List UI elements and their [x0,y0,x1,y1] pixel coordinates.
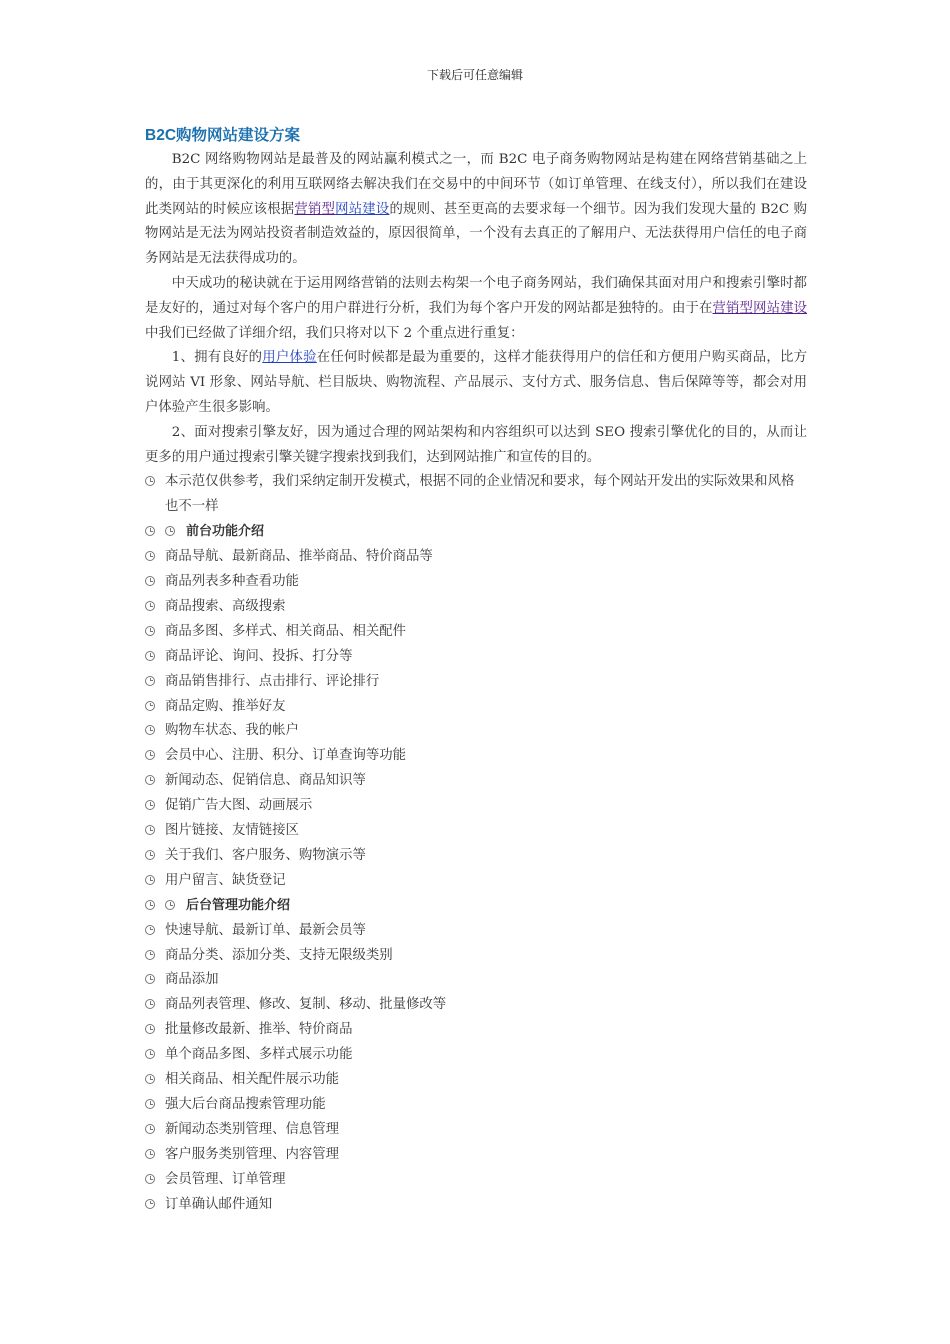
point-2-paragraph: 2、面对搜索引擎友好，因为通过合理的网站架构和内容组织可以达到 SEO 搜索引擎优化的目的，从而让更多的用户通过搜索引擎关键字搜索找到我们，达到网站推广和宣传的目的。 [145,424,807,465]
clock-icon [145,1074,155,1084]
frontend-heading [145,520,807,545]
list-item [145,1043,807,1068]
link-website-building-2[interactable]: 网站建设 [753,300,808,316]
list-item [145,844,807,869]
clock-icon [145,750,155,760]
clock-icon [145,900,155,910]
clock-icon [165,900,175,910]
p2-text-after: 中我们已经做了详细介绍，我们只将对以下 2 个重点进行重复： [145,325,524,341]
list-item [145,645,807,670]
list-item-text: 会员管理、订单管理 [165,1171,286,1187]
list-item-text: 商品列表多种查看功能 [165,573,299,589]
clock-icon [145,1124,155,1134]
clock-icon [145,1099,155,1109]
list-item [145,794,807,819]
list-item [145,570,807,595]
list-item [145,944,807,969]
note-text: 本示范仅供参考，我们采纳定制开发模式，根据不同的企业情况和要求，每个网站开发出的实际效果和风格也不一样 [165,474,795,515]
p1-text-before: B2C 网络购物网站是最普及的网站赢利模式之一，而 B2C 电子商务购物网站是构建在网络营销基础之上的，由于其更深化的利用互联网络去解决我们在交易中的中间环节（如订单管理、在线支付），所以我们在建设此类网站的时候应该根据 [145,152,807,217]
list-item-text: 强大后台商品搜索管理功能 [165,1097,326,1113]
list-item-text: 关于我们、客户服务、购物演示等 [165,847,366,863]
clock-icon [145,1024,155,1034]
list-item [145,695,807,720]
clock-icon [145,999,155,1009]
document-body [145,124,807,1218]
list-item-text: 图片链接、友情链接区 [165,823,299,839]
list-item [145,1018,807,1043]
list-item [145,919,807,944]
list-item-text: 购物车状态、我的帐户 [165,723,299,739]
clock-icon [145,1049,155,1059]
link-user-experience[interactable]: 用户体验 [262,350,317,366]
clock-icon [145,1174,155,1184]
clock-icon [145,1199,155,1209]
list-item-text: 批量修改最新、推举、特价商品 [165,1022,353,1038]
list-item-text: 客户服务类别管理、内容管理 [165,1146,340,1162]
clock-icon [145,476,155,486]
list-item [145,1193,807,1218]
list-item [145,545,807,570]
backend-feature-list [145,919,807,1218]
feature-list [145,470,807,545]
list-item [145,620,807,645]
list-item-text: 商品销售排行、点击排行、评论排行 [165,673,380,689]
clock-icon [145,1149,155,1159]
clock-icon [145,701,155,711]
list-item [145,819,807,844]
backend-heading-text: 后台管理功能介绍 [186,897,291,913]
clock-icon [145,775,155,785]
list-item-text: 商品评论、询问、投拆、打分等 [165,648,353,664]
list-item [145,744,807,769]
clock-icon [145,800,155,810]
link-marketing-type-2[interactable]: 营销型 [712,300,754,316]
list-item-text: 商品导航、最新商品、推举商品、特价商品等 [165,549,433,565]
backend-heading [145,894,807,919]
list-item-text: 相关商品、相关配件展示功能 [165,1072,340,1088]
clock-icon [145,626,155,636]
clock-icon [145,850,155,860]
clock-icon [145,925,155,935]
document-title: B2C购物网站建设方案 [145,127,301,144]
list-item-note [145,470,807,520]
p1-text-after: 的规则、甚至更高的去要求每一个细节。因为我们发现大量的 B2C 购物网站是无法为网站投资者制造效益的，原因很简单，一个没有去真正的了解用户、无法获得用户信任的电子商务网站是无法获得成功的。 [145,201,808,267]
link-website-building[interactable]: 网站建设 [335,201,390,217]
list-item-text: 会员中心、注册、积分、订单查询等功能 [165,748,407,764]
list-item [145,1118,807,1143]
p3-text-before: 1、拥有良好的 [171,350,263,366]
frontend-feature-list [145,545,807,894]
p3-text-after: 在任何时候都是最为重要的，这样才能获得用户的信任和方便用户购买商品，比方说网站 VI 形象、网站导航、栏目版块、购物流程、产品展示、支付方式、服务信息、售后保障等等，都会对用户体验产生很多影响。 [145,350,808,415]
clock-icon [145,875,155,885]
list-item [145,1168,807,1193]
p2-text-before: 中天成功的秘诀就在于运用网络营销的法则去构架一个电子商务网站，我们确保其面对用户和搜索引擎时都是友好的，通过对每个客户的用户群进行分析，我们为每个客户开发的网站都是独特的。由于在 [145,275,807,316]
clock-icon [145,676,155,686]
clock-icon [145,651,155,661]
list-item [145,869,807,894]
list-item-text: 新闻动态、促销信息、商品知识等 [165,773,366,789]
clock-icon [145,974,155,984]
backend-heading-list [145,894,807,919]
point-1-paragraph [145,346,807,420]
list-item [145,993,807,1018]
list-item [145,1093,807,1118]
clock-icon [145,601,155,611]
list-item-text: 用户留言、缺货登记 [165,872,286,888]
list-item-text: 单个商品多图、多样式展示功能 [165,1047,353,1063]
list-item-text: 订单确认邮件通知 [165,1196,273,1212]
clock-icon [145,526,155,536]
list-item [145,968,807,993]
clock-icon [145,725,155,735]
list-item-text: 商品列表管理、修改、复制、移动、批量修改等 [165,997,447,1013]
list-item-text: 快速导航、最新订单、最新会员等 [165,922,366,938]
list-item-text: 商品分类、添加分类、支持无限级类别 [165,947,393,963]
list-item-text: 商品定购、推举好友 [165,698,286,714]
intro-paragraph-2 [145,272,807,346]
clock-icon [145,576,155,586]
list-item [145,719,807,744]
list-item [145,1068,807,1093]
clock-icon [145,825,155,835]
clock-icon [145,551,155,561]
list-item [145,670,807,695]
frontend-heading-text: 前台功能介绍 [186,524,265,540]
page-header-note: 下载后可任意编辑 [426,68,523,82]
list-item [145,769,807,794]
list-item-text: 商品多图、多样式、相关商品、相关配件 [165,623,407,639]
list-item-text: 商品添加 [165,972,219,988]
clock-icon [145,950,155,960]
intro-paragraph-1 [145,148,807,272]
list-item [145,1143,807,1168]
list-item-text: 新闻动态类别管理、信息管理 [165,1121,340,1137]
clock-icon [165,526,175,536]
link-marketing-type[interactable]: 营销型 [294,201,336,217]
list-item-text: 促销广告大图、动画展示 [165,798,313,814]
list-item-text: 商品搜索、高级搜索 [165,598,286,614]
list-item [145,595,807,620]
